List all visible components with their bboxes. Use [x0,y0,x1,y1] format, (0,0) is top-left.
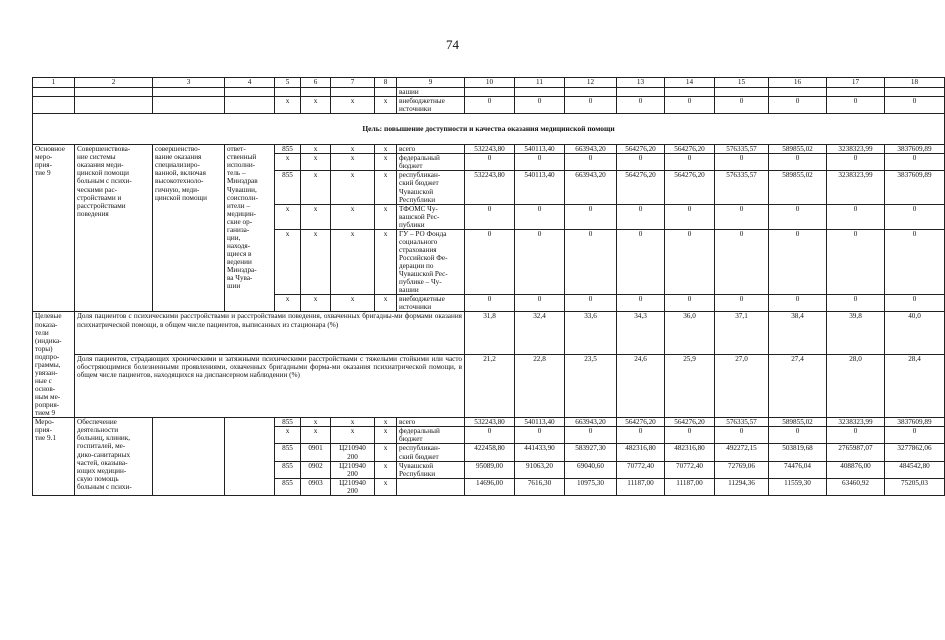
table-cell: 0901 [301,444,331,461]
table-cell [33,97,75,114]
value-cell: 14696,00 [465,478,515,495]
value-cell: 3277862,06 [885,444,945,461]
value-cell: 0 [715,427,769,444]
funding-source: республикан- ский бюджет Чувашской Республики [397,171,465,204]
value-cell: 0 [565,154,617,171]
table-cell [565,88,617,97]
value-cell: 0 [465,229,515,295]
funding-source: республикан- ский бюджет [397,444,465,461]
table-cell: Ц210940 200 [331,444,375,461]
value-cell: 564276,20 [617,171,665,204]
value-cell: 564276,20 [617,418,665,427]
value-cell: 663943,20 [565,145,617,154]
value-cell: 0 [715,154,769,171]
table-cell: 855 [275,145,301,154]
table-cell: x [375,461,397,478]
value-cell: 564276,20 [665,418,715,427]
table-cell: x [375,418,397,427]
table-cell: x [301,145,331,154]
value-cell: 583927,30 [565,444,617,461]
table-cell: x [331,97,375,114]
table-cell: x [331,418,375,427]
table-cell: x [331,427,375,444]
value-cell: 0 [515,295,565,312]
value-cell: 31,8 [465,312,515,355]
value-cell: 0 [515,154,565,171]
value-cell: 28,0 [827,355,885,418]
table-row [33,145,945,154]
measure-label: Основное меро- прия- тие 9 [33,145,75,312]
value-cell: 0 [665,295,715,312]
header-cell: 16 [769,78,827,88]
table-cell [33,88,75,97]
value-cell: 63460,92 [827,478,885,495]
table-row [33,97,945,114]
value-cell: 589855,02 [769,145,827,154]
table-cell [769,88,827,97]
table-cell: x [301,97,331,114]
value-cell: 70772,40 [665,461,715,478]
value-cell: 28,4 [885,355,945,418]
table-cell [515,88,565,97]
value-cell: 0 [769,204,827,229]
value-cell: 0 [565,229,617,295]
value-cell: 33,6 [565,312,617,355]
value-cell: 3238323,99 [827,145,885,154]
table-cell: x [301,418,331,427]
value-cell: 0 [885,229,945,295]
table-cell [665,88,715,97]
value-cell: 564276,20 [665,171,715,204]
table-cell: x [275,97,301,114]
value-cell: 0 [885,204,945,229]
funding-source: ГУ – РО Фонда социального страхования Российской Фе- дерации по Чувашской Рес- публике – Чу- вашии [397,229,465,295]
value-cell: 0 [617,229,665,295]
table-cell [275,88,301,97]
funding-source [397,478,465,495]
value-cell: 3238323,99 [827,418,885,427]
measure-label: Меро- прия- тие 9.1 [33,418,75,496]
table-cell: Ц210940 200 [331,461,375,478]
table-cell [153,97,225,114]
value-cell: 34,3 [617,312,665,355]
value-cell: 7616,30 [515,478,565,495]
value-cell: 0 [465,427,515,444]
value-cell: 11294,36 [715,478,769,495]
funding-source: Чувашской Республики [397,461,465,478]
value-cell: 663943,20 [565,418,617,427]
header-cell: 5 [275,78,301,88]
value-cell: 21,2 [465,355,515,418]
value-cell: 0 [515,229,565,295]
value-cell: 70772,40 [617,461,665,478]
table-cell: 0 [617,97,665,114]
table-cell: x [375,478,397,495]
table-cell: x [301,295,331,312]
header-cell: 7 [331,78,375,88]
indicator-text: Доля пациентов, страдающих хроническими и затяжными психическими расстройствами с тяжелыми стойкими или часто обостряющимися болезненными проявлениями, охваченных бригадными форма-ми оказания психиатрической помощи, в общем числе пациентов, находящихся на диспансерном наблюдении (%) [75,355,465,418]
table-cell [75,97,153,114]
value-cell: 69040,60 [565,461,617,478]
value-cell: 23,5 [565,355,617,418]
value-cell: 0 [665,427,715,444]
header-cell: 1 [33,78,75,88]
value-cell: 0 [617,204,665,229]
table-cell [301,88,331,97]
header-cell: 2 [75,78,153,88]
value-cell: 564276,20 [665,145,715,154]
table-cell: 0 [885,97,945,114]
header-cell: 9 [397,78,465,88]
goal-row [33,114,945,145]
table-cell: x [375,229,397,295]
value-cell: 0 [565,204,617,229]
header-row [33,78,945,88]
value-cell: 589855,02 [769,418,827,427]
value-cell: 40,0 [885,312,945,355]
value-cell: 75205,03 [885,478,945,495]
table-cell: x [275,154,301,171]
value-cell: 0 [665,204,715,229]
table-cell: x [301,229,331,295]
table-cell: x [375,295,397,312]
goal-heading: Цель: повышение доступности и качества оказания медицинской помощи [33,114,945,145]
funding-source: всего [397,418,465,427]
table-cell [827,88,885,97]
value-cell: 0 [885,154,945,171]
value-cell: 540113,40 [515,418,565,427]
value-cell: 576335,57 [715,171,769,204]
value-cell: 0 [665,154,715,171]
value-cell: 0 [769,229,827,295]
value-cell: 0 [465,154,515,171]
table-cell: x [301,427,331,444]
value-cell: 540113,40 [515,145,565,154]
measure-task: совершенство- вание оказания специализиро- ванной, включая высокотехноло- гичную, меди- цинской помощи [153,145,225,312]
header-cell: 13 [617,78,665,88]
table-cell: x [331,229,375,295]
indicator-row [33,355,945,418]
table-cell: x [301,171,331,204]
value-cell: 95089,00 [465,461,515,478]
table-cell [885,88,945,97]
value-cell: 11187,00 [617,478,665,495]
value-cell: 0 [715,229,769,295]
table-cell: Ц210940 200 [331,478,375,495]
value-cell: 22,8 [515,355,565,418]
header-cell: 4 [225,78,275,88]
value-cell: 39,8 [827,312,885,355]
table-cell: 0 [715,97,769,114]
value-cell: 0 [827,204,885,229]
header-cell: 14 [665,78,715,88]
value-cell: 0 [565,295,617,312]
value-cell: 0 [617,295,665,312]
table-cell: 0 [769,97,827,114]
value-cell: 540113,40 [515,171,565,204]
value-cell: 492272,15 [715,444,769,461]
funding-source: ТФОМС Чу- вашской Рес- публики [397,204,465,229]
table-cell: x [375,204,397,229]
table-cell [225,88,275,97]
table-row [33,418,945,427]
table-cell [375,88,397,97]
table-cell: x [375,444,397,461]
table-cell [153,418,225,496]
value-cell: 0 [465,204,515,229]
table-cell [225,97,275,114]
value-cell: 0 [885,427,945,444]
table-cell: 0 [565,97,617,114]
table-cell: x [331,204,375,229]
value-cell: 72769,06 [715,461,769,478]
value-cell: 0 [465,295,515,312]
value-cell: 36,0 [665,312,715,355]
table-cell: x [275,229,301,295]
value-cell: 27,4 [769,355,827,418]
funding-source: всего [397,145,465,154]
funding-source: федеральный бюджет [397,154,465,171]
table-cell: x [331,154,375,171]
table-row [33,88,945,97]
table-cell [331,88,375,97]
header-cell: 15 [715,78,769,88]
measure-name: Совершенствова- ние системы оказания меди- цинской помощи больным с психи- ческими рас- стройствами и расстройствами поведения [75,145,153,312]
table-cell: 855 [275,478,301,495]
value-cell: 0 [617,154,665,171]
value-cell: 0 [885,295,945,312]
table-cell: 855 [275,461,301,478]
table-cell: x [375,154,397,171]
value-cell: 0 [769,154,827,171]
value-cell: 0 [565,427,617,444]
value-cell: 484542,80 [885,461,945,478]
table-cell: x [375,171,397,204]
table-cell: вашии [397,88,465,97]
table-cell [75,88,153,97]
value-cell: 0 [827,427,885,444]
value-cell: 91063,20 [515,461,565,478]
value-cell: 0 [515,204,565,229]
value-cell: 589855,02 [769,171,827,204]
header-cell: 3 [153,78,225,88]
value-cell: 27,0 [715,355,769,418]
value-cell: 0 [827,295,885,312]
page-number: 74 [446,37,459,52]
table-cell: 0 [515,97,565,114]
table-cell: x [331,171,375,204]
value-cell: 482316,80 [617,444,665,461]
measure-name: Обеспечение деятельности больниц, клиник, госпиталей, ме- дико-санитарных частей, оказыва- ющих медицин- скую помощь больным с психи- [75,418,153,496]
value-cell: 3837609,89 [885,418,945,427]
table-cell [617,88,665,97]
measure-executor: ответ- ственный исполни- тель – Минздрав Чувашии, соисполн- ители – медицин- ские ор- ганиза- ции, находя- щиеся в ведении Минздра- ва Чува- шии [225,145,275,312]
value-cell: 11187,00 [665,478,715,495]
table-cell: 0 [827,97,885,114]
funding-source: внебюджетные источники [397,295,465,312]
table-cell: 0 [665,97,715,114]
header-cell: 18 [885,78,945,88]
indicators-label: Целевые показа- тели (индика- торы) подпро- граммы, увязан- ные с основ- ным ме- роприя- тием 9 [33,312,75,418]
header-cell: 8 [375,78,397,88]
table-cell [225,418,275,496]
table-cell: x [275,295,301,312]
value-cell: 3837609,89 [885,145,945,154]
header-cell: 17 [827,78,885,88]
header-cell: 6 [301,78,331,88]
value-cell: 532243,80 [465,145,515,154]
value-cell: 25,9 [665,355,715,418]
value-cell: 0 [515,427,565,444]
table-cell: внебюджетные источники [397,97,465,114]
header-cell: 11 [515,78,565,88]
value-cell: 564276,20 [617,145,665,154]
value-cell: 37,1 [715,312,769,355]
funding-source: федеральный бюджет [397,427,465,444]
value-cell: 482316,80 [665,444,715,461]
table-cell: x [375,97,397,114]
table-cell: 855 [275,171,301,204]
value-cell: 11559,30 [769,478,827,495]
value-cell: 0 [769,295,827,312]
value-cell: 38,4 [769,312,827,355]
value-cell: 408876,00 [827,461,885,478]
table-cell: x [275,427,301,444]
header-cell: 10 [465,78,515,88]
table-cell: x [301,204,331,229]
value-cell: 0 [617,427,665,444]
indicator-text: Доля пациентов с психическими расстройствами и расстройствами поведения, охваченных бригадны-ми формами оказания психиатрической помощи, в общем числе пациентов, выписанных из стационара (%) [75,312,465,355]
value-cell: 10975,30 [565,478,617,495]
header-cell: 12 [565,78,617,88]
table-cell [715,88,769,97]
value-cell: 0 [769,427,827,444]
table-cell: x [375,427,397,444]
value-cell: 0 [827,229,885,295]
value-cell: 532243,80 [465,171,515,204]
value-cell: 663943,20 [565,171,617,204]
value-cell: 2765987,07 [827,444,885,461]
value-cell: 32,4 [515,312,565,355]
value-cell: 74476,04 [769,461,827,478]
table-cell: 855 [275,444,301,461]
table-cell: x [375,145,397,154]
table-cell: 0903 [301,478,331,495]
value-cell: 0 [665,229,715,295]
value-cell: 576335,57 [715,145,769,154]
value-cell: 422458,80 [465,444,515,461]
table-cell: x [331,295,375,312]
value-cell: 532243,80 [465,418,515,427]
value-cell: 0 [715,295,769,312]
budget-table [32,77,945,496]
table-cell [153,88,225,97]
table-cell [465,88,515,97]
value-cell: 0 [715,204,769,229]
table-cell: x [331,145,375,154]
value-cell: 0 [827,154,885,171]
table-cell: x [301,154,331,171]
value-cell: 3238323,99 [827,171,885,204]
value-cell: 3837609,89 [885,171,945,204]
value-cell: 441433,90 [515,444,565,461]
table-cell: 0 [465,97,515,114]
value-cell: 576335,57 [715,418,769,427]
table-cell: x [275,204,301,229]
indicator-row [33,312,945,355]
table-cell: 0902 [301,461,331,478]
value-cell: 503819,68 [769,444,827,461]
table-cell: 855 [275,418,301,427]
value-cell: 24,6 [617,355,665,418]
